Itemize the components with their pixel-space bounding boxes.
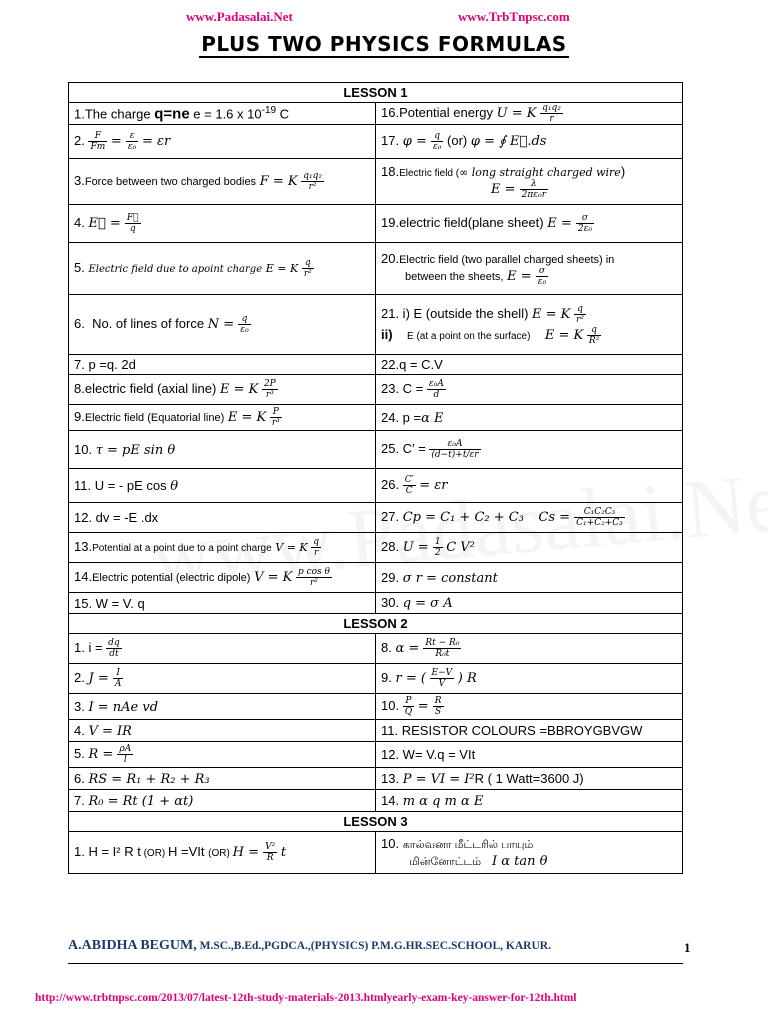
formula-27: 27. Cp = C₁ + C₂ + C₃ Cs = $\frac{\text{C₁C₂C₃}}{\text{C₁+C₂+C₃}}$ [376,503,683,533]
formula-7: 7. p =q. 2d [69,355,376,375]
formula-l2-4: 4. V = IR [69,720,376,742]
page-number: 1 [684,940,691,955]
table-row [69,768,683,790]
author-subject: (PHYSICS) [310,940,369,952]
formula-l2-3: 3. I = nAe vd [69,694,376,720]
table-row [69,205,683,243]
formula-30: 30. q = σ A [376,593,683,614]
header-site-right[interactable]: www.TrbTnpsc.com [458,9,570,24]
table-row [69,664,683,694]
table-row [69,431,683,469]
formula-10: 10. τ = pE sin θ [69,431,376,469]
table-row [69,503,683,533]
formula-l2-1: 1. i = $\frac{dq}{dt}$ [69,634,376,664]
formula-l3-1: 1. H = I² R t (OR) H =VIt (OR) H = $\frac{\text{V²}}{R}$ t [69,832,376,874]
formula-3: 3.Force between two charged bodies F = K $\frac{\text{q₁q₂}}{\text{r²}}$ [69,159,376,205]
formula-23: 23. C = $\frac{\text{ε₀A}}{d}$ [376,375,683,405]
lesson3-heading-row [69,812,683,832]
page-title-text: PLUS TWO PHYSICS FORMULAS [201,32,567,56]
table-row [69,243,683,295]
formula-18: 18.Electric field (∞ long straight charged wire) E = $\frac{\lambda}{\text{2πε₀r}}$ [376,159,683,205]
footer-url-link[interactable]: http://www.trbtnpsc.com/2013/07/latest-12th-study-materials-2013.htmlyearly-exam-key-answer-for-12th.html [35,992,577,1004]
formula-l3-10: 10. கால்வனா மீட்டரில் பாயும் மின்னோட்டம் I α tan θ [376,832,683,874]
table-row [69,125,683,159]
formula-15: 15. W = V. q [69,593,376,614]
formula-l2-9: 9. r = ( $\frac{E-V}{V}$ ) R [376,664,683,694]
footer-divider [68,963,683,964]
formula-l2-6: 6. RS = R₁ + R₂ + R₃ [69,768,376,790]
formula-l2-8: 8. α = $\frac{\text{Rt − R₀}}{\text{R₀t}}$ [376,634,683,664]
formula-8: 8.electric field (axial line) E = K $\frac{2P}{\text{r³}}$ [69,375,376,405]
table-row [69,295,683,355]
formula-24: 24. p =α E [376,405,683,431]
lesson1-heading-row [69,83,683,103]
formula-21: 21. i) E (outside the shell) E = K $\frac{q}{\text{r²}}$ ii) E (at a point on the surface) E = K $\frac{q}{\text{R²}}$ [376,295,683,355]
formula-l2-11: 11. RESISTOR COLOURS =BBROYGBVGW [376,720,683,742]
formula-table [68,82,683,874]
formula-5: 5. Electric field due to apoint charge E = K $\frac{q}{\text{r²}}$ [69,243,376,295]
formula-l2-2: 2. J = $\frac{I}{A}$ [69,664,376,694]
formula-17: 17. φ = $\frac{q}{\text{ε₀}}$ (or) φ = ∮ E⃗.ds [376,125,683,159]
formula-1: 1.The charge q=ne e = 1.6 x $10^{-19}$ C [69,103,376,125]
formula-6: 6. No. of lines of force N = $\frac{q}{\text{ε₀}}$ [69,295,376,355]
table-row [69,634,683,664]
table-row [69,742,683,768]
formula-29: 29. σ r = constant [376,563,683,593]
table-row [69,832,683,874]
formula-l2-7: 7. R₀ = Rt (1 + αt) [69,790,376,812]
formula-25: 25. C′ = $\frac{\text{ε₀A}}{(d-t)+t/\varepsilon r}$ [376,431,683,469]
table-row [69,593,683,614]
table-row [69,159,683,205]
formula-9: 9.Electric field (Equatorial line) E = K $\frac{P}{\text{r³}}$ [69,405,376,431]
footer-author [68,938,551,954]
formula-l2-5: 5. R = $\frac{\rho A}{l}$ [69,742,376,768]
formula-l2-14: 14. m α q m α E [376,790,683,812]
formula-28: 28. U = $\frac{1}{2}$ C V² [376,533,683,563]
table-row [69,533,683,563]
formula-20: 20.Electric field (two parallel charged sheets) in between the sheets, E = $\frac{\sigma}{\text{ε₀}}$ [376,243,683,295]
formula-26: 26. $\frac{C'}{C}$ = εr [376,469,683,503]
formula-l2-12: 12. W= V.q = VIt [376,742,683,768]
lesson1-heading: LESSON 1 [69,83,683,103]
formula-14: 14.Electric potential (electric dipole) V = K $\frac{\text{p cos θ}}{\text{r²}}$ [69,563,376,593]
table-row [69,375,683,405]
lesson3-heading: LESSON 3 [69,812,683,832]
table-row [69,405,683,431]
header-site-left[interactable]: www.Padasalai.Net [186,9,293,24]
formula-16: 16.Potential energy U = K $\frac{\text{q₁q₂}}{r}$ [376,103,683,125]
table-row [69,103,683,125]
author-degrees: M.SC.,B.Ed.,PGDCA., [196,940,311,952]
table-row [69,355,683,375]
formula-12: 12. dv = -E .dx [69,503,376,533]
formula-11: 11. U = - pE cos θ [69,469,376,503]
formula-19: 19.electric field(plane sheet) E = $\frac{\sigma}{\text{2ε₀}}$ [376,205,683,243]
lesson2-heading-row [69,614,683,634]
formula-l2-10: 10. $\frac{P}{Q}$ = $\frac{R}{S}$ [376,694,683,720]
formula-22: 22.q = C.V [376,355,683,375]
author-name: A.ABIDHA BEGUM, [68,938,197,953]
author-school: P.M.G.HR.SEC.SCHOOL, KARUR. [368,940,551,952]
page-title [0,32,768,56]
table-row [69,694,683,720]
table-row [69,790,683,812]
formula-13: 13.Potential at a point due to a point charge V = K $\frac{q}{r}$ [69,533,376,563]
table-row [69,469,683,503]
formula-2: 2. $\frac{F}{Fm}$ = $\frac{\varepsilon}{\text{ε₀}}$ = εr [69,125,376,159]
formula-4: 4. E⃗ = $\frac{F⃗}{q}$ [69,205,376,243]
table-row [69,720,683,742]
lesson2-heading: LESSON 2 [69,614,683,634]
formula-l2-13: 13. P = VI = I²R ( 1 Watt=3600 J) [376,768,683,790]
table-row [69,563,683,593]
